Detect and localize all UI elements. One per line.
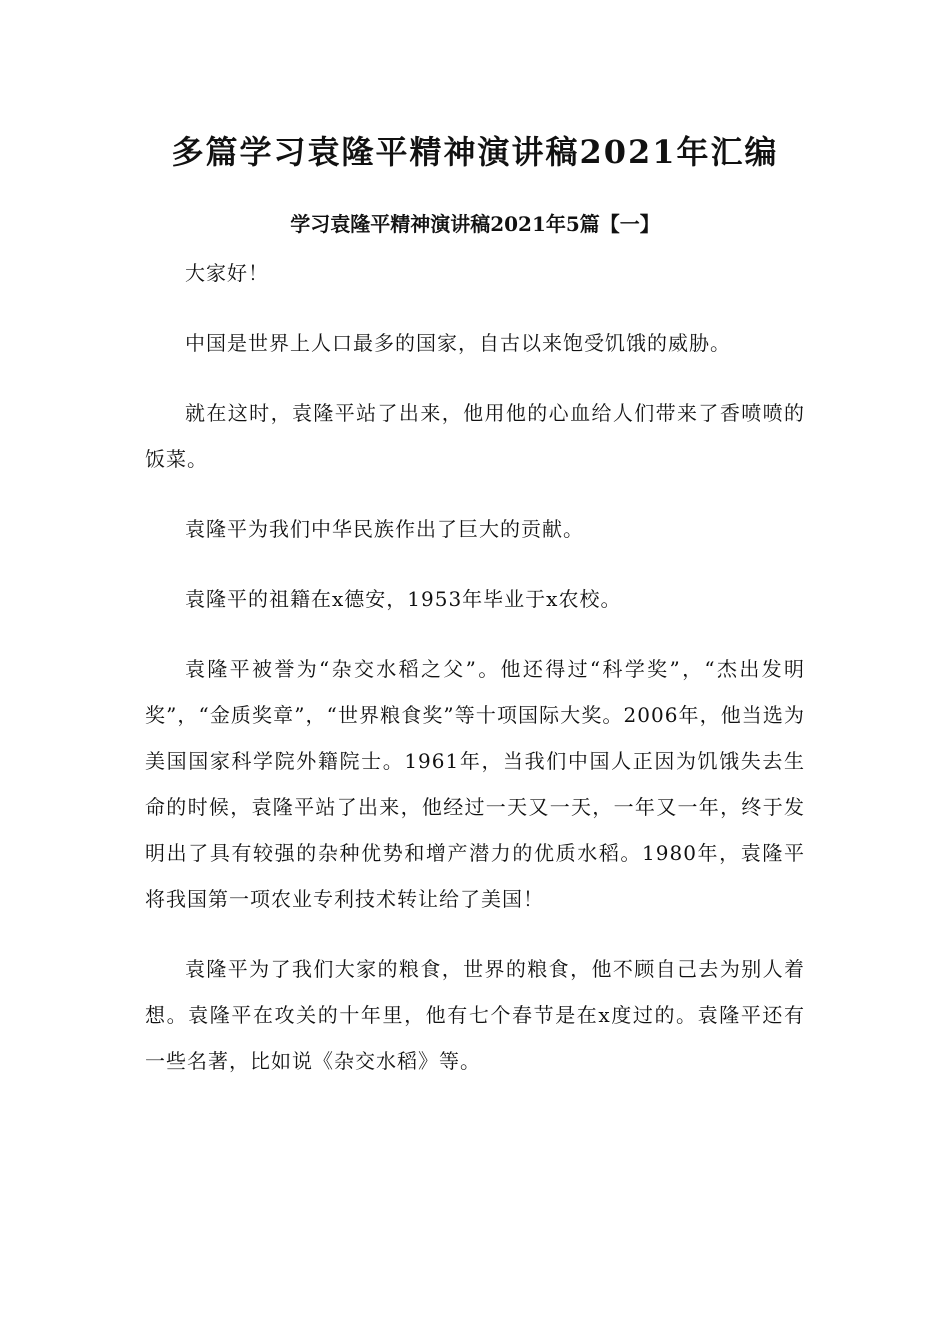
document-body	[145, 250, 805, 1084]
document-title: 多篇学习袁隆平精神演讲稿2021年汇编	[171, 133, 779, 171]
paragraph: 袁隆平被誉为“杂交水稻之父”。他还得过“科学奖”，“杰出发明奖”，“金质奖章”，“世界粮食奖”等十项国际大奖。2006年，他当选为美国国家科学院外籍院士。1961年，当我们中国人正因为饥饿失去生命的时候，袁隆平站了出来，他经过一天又一天，一年又一年，终于发明出了具有较强的杂种优势和增产潜力的优质水稻。1980年，袁隆平将我国第一项农业专利技术转让给了美国！	[145, 657, 805, 911]
paragraph: 袁隆平为了我们大家的粮食，世界的粮食，他不顾自己去为别人着想。袁隆平在攻关的十年里，他有七个春节是在x度过的。袁隆平还有一些名著，比如说《杂交水稻》等。	[145, 957, 805, 1073]
paragraph: 中国是世界上人口最多的国家，自古以来饱受饥饿的威胁。	[185, 331, 731, 355]
paragraph: 就在这时，袁隆平站了出来，他用他的心血给人们带来了香喷喷的饭菜。	[145, 401, 805, 471]
paragraph: 袁隆平为我们中华民族作出了巨大的贡献。	[185, 517, 584, 541]
section-heading: 学习袁隆平精神演讲稿2021年5篇【一】	[290, 212, 660, 236]
paragraph: 袁隆平的祖籍在x德安，1953年毕业于x农校。	[185, 587, 622, 611]
paragraph-greeting: 大家好！	[185, 261, 269, 285]
